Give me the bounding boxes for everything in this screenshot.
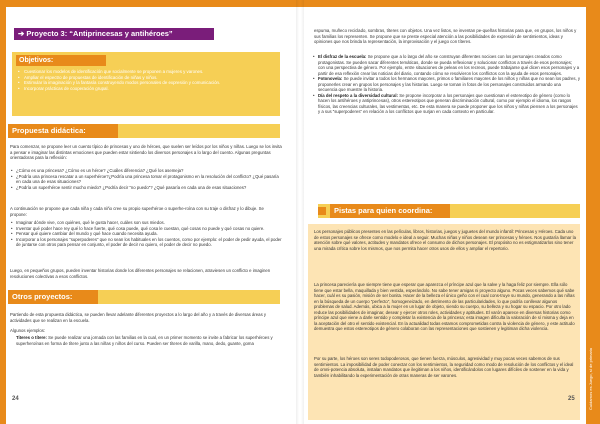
book-gutter <box>296 0 304 424</box>
project-bullet <box>312 54 580 76</box>
bullet-text: Se propone que a lo largo del año se construyan diferentes nocioes con los personajes creados como protagonistas. Se pueden sacar diferentes temáticas, donde se pueda reflexionar y solucionar conflictos a través de esos personajes; con una perspectiva de género. Por ejemplo, entre situaciones de peleas en los recreos, puede trabajarse qué dicen esos personajes y a partir de esa reflexión crear las noticias del diario, contando cómo se resolvieron los conflictos con la ayuda de esos personajes. <box>318 54 580 76</box>
otros-proyectos-header: Otros proyectos: <box>8 290 98 304</box>
objective-item: • Cuestionar los modelos de identificación que socialmente se proponen a mujeres y varones. <box>18 69 274 75</box>
bullet-text: Se puede invitar a todos los hermanos mayores, primos o familiares mayores de los niños y niñas que no sean los padres, y proponerles crear en grupos los personajes y las historias. Luego se toman in fotos de los personajes construidos armando una secuencia que muestre la historia. <box>318 76 581 92</box>
step-item: • Incorporar a los personajes “superpoderes” que no sean los habituales en los cuentos, como por ejemplo: el poder de pedir ayuda, el poder de juntarse con otros para pensar en conjunto, el poder de decir no quiero, el poder de decir no puedo. <box>10 237 282 248</box>
example-paragraph <box>16 335 282 346</box>
objectives-list <box>18 69 274 91</box>
reflection-questions <box>10 168 282 190</box>
step-item: • Imaginar dónde vive, con quiénes, qué le gusta hacer, cuáles son sus miedos. <box>10 220 282 226</box>
propuesta-continuation: A continuación se propone que cada niña y cada niño cree su propio superhéroe o superhe-roína con su traje o disfraz y lo dibuje. Se propone: <box>10 206 264 217</box>
example-text: Se puede realizar una jornada con las familias en la cual, en un primer momento se invite a fabricar los superhéroes y superheroínas en forma de títere junto a las niñas y niños del curso. Pueden ser títeres de varilla, mano, dedo, guante, goma <box>16 335 273 346</box>
top-bar <box>300 0 600 7</box>
pistas-paragraph-1: Los personajes públicos presentes en las películas, libros, historias, juegos y juguetes del mundo infantil: Princesas y Héroes. Cada uno de estos personajes se ofrece como modelo e ideal a seguir. Muchas niñas y niños desean ser princesas y héroes. Nos gustaría llamar la atención sobre qué valores, actitudes y mandatos ofrece el consumo de dichos personajes. El propósito no es estigmatizarlos sino tener una mirada crítica sobre los mismos, que nos permita hacer otros usos de ellos y ampliar el repertorio. <box>314 229 577 251</box>
objective-item: • Incorporar prácticas de cooperación grupal. <box>18 86 274 92</box>
otros-intro: Partiendo de esta propuesta didáctica, se pueden llevar adelante diferentes proyectos a lo largo del año y a través de diversas áreas y actividades que se realizan en la escuela. <box>10 312 267 323</box>
project-bullets <box>312 54 580 115</box>
project-title-banner: ➔ Proyecto 3: “Antiprincesas y antihéroes” <box>14 28 214 40</box>
question-item: • ¿Podría un superhéroe sentir mucho miedo? ¿Podría decir “no puedo”? ¿Qué pasaría en cada una de esas situaciones? <box>10 185 282 191</box>
right-page <box>300 0 600 424</box>
question-item: • ¿Podría una princesa rescatar a un superhéroe?¿Podría una princesa tomar el protagonismo en la resolución del conflicto? ¿Qué pasaría en cada una de esas situaciones? <box>10 174 282 185</box>
objective-item: • Estimular la imaginación y la fantasía construyendo modos personales de expresión y comunicación. <box>18 80 274 86</box>
creation-steps <box>10 220 282 248</box>
bullet-head: Día del respeto a la diversidad cultural: <box>318 92 398 98</box>
continuation-paragraph: espuma, muñeco reciclado, sombras, títeres con objetos. Una vez listos, se inventan pe-queñas historias para que, en grupos, los niños y sus familias los representen. Se propone que se preste especial atención a las posibilidades de expresión de sentimientos, ideas y opiniones que nos brinda la representación, la improvisación y el juego con títeres. <box>314 28 577 44</box>
otros-header-tab <box>98 290 280 304</box>
bullet-head: Fotonovela: <box>318 76 343 81</box>
example-title: Titeres o títere: <box>16 335 47 340</box>
objective-item: • Ampliar el espectro de propuestas de identificación de niñas y niños. <box>18 75 274 81</box>
propuesta-closing: Luego, en pequeños grupos, pueden inventar historias donde los diferentes personajes se relacionen, atraviesen un conflicto e imaginen resoluciones colectivas a esos conflictos. <box>10 268 271 279</box>
top-bar <box>0 0 300 7</box>
question-item: • ¿Cómo es una princesa? ¿Cómo es un héroe? ¿Cuáles diferencia? ¿Qué los asemeja? <box>10 168 282 174</box>
propuesta-header-tab <box>118 124 280 138</box>
page-number-right: 25 <box>568 396 575 402</box>
pistas-marker <box>318 207 326 215</box>
left-sidebar-stripe <box>0 0 6 424</box>
step-item: • Pensar qué quiere cambiar del mundo y qué hace cuando necesita ayuda. <box>10 231 282 237</box>
project-bullet <box>312 76 580 93</box>
step-item: • Inventar qué poder hace rey qué lo hace fuerte, qué cosa puede, qué cosa le cuestan, qué cosas no puede y qué cosas no quiere. <box>10 226 282 232</box>
examples-label: Algunos ejemplos: <box>10 328 46 333</box>
bullet-text: Se propone incorporar a los personajes que cuestionan el estereotipo de género (como lo hacen los antihéroes y antiprincesas), otros estereotipos que generan discriminación cultural, como por ejemplo el idioma, los rasgos físicos, las creencias culturales, las vestimentas, etc. De esta manera se puede proponer que los niños y niñas piensen a los personajes y a sus “superpoderes” en relación a los conflictos que surjan en cada contexto en particular. <box>318 92 578 114</box>
propuesta-header: Propuesta didáctica: <box>8 124 118 138</box>
project-bullet <box>312 93 580 115</box>
page-number-left: 24 <box>12 396 19 402</box>
pistas-paragraph-2: La princesa pareciería que siempre tiene que esperar que aparezca el príncipe azul que la salve y la haga feliz por siempre. Ella sólo tiene que estar bella, maquillada y bien vestida, esperándolo. No sabe tener amigas ni proyecto alguno. Pocas veces sabemos qué sabe hacer, cuál es su pasión, misión de ser bonita. Hacer de la belleza el único geño con el cual cons-truye su mundo, generando a las niñas en la búsqueda de un cuerpo “perfecto”, homogeneizado, en detrimento de las particularidades, lo que podría conllevar algunos problemas de salud. Además, ubica a la mujer en un lugar de objeto, siendo su cuerpo, su belleza y su hogar su espacio. Por otro lado reduce las posibilidades de imaginar, desear y ejercer otros roles, actividades y aptitudes. El varón aparece en diversas historias como príncipe azul que viene a darle sentido y completar la existencia de la princesa; esta imagen dificulta la valoración de sí misma y deja en la aceptación del otro el sentido existencial. En la actualidad todas estamos comprometidas contra la violencia de género, y este actitudo demuestra que estos estereotipos de género colaboran con las representaciones que sostienen y legitiman dicha violencia. <box>314 282 575 331</box>
pistas-header: Pistas para quien coordina: <box>330 204 450 218</box>
pistas-paragraph-3: Por su parte, los héroes son seres todopoderosos, que tienen fuerza, músculos, agresividad y muy pocas veces sabemos de sus sentimientos. La imposibilidad de poder conectar con los sentimientos, la seguridad como modo de resolución de los conflictos y el ideal de omni-potencia absoluta, instalan mandatos que ilegitiman a los niños, identificándolos con lugares difíciles de sostener en la vida y también inhabilitando la experimentación de otras maneras de ser varones. <box>314 356 574 378</box>
side-label: Cuidarnos es Juego, sí de primaria <box>588 347 593 410</box>
objectives-title: Objetivos: <box>16 55 106 66</box>
bullet-head: El disfraz de la escuela: <box>318 54 367 59</box>
propuesta-intro: Para comenzar, se propone leer un cuento típico de princesas y uno de héroes, que suelen ser leídos por los niños y niñas. Luego se los invita a pensar e imaginar las distintas emociones que pueden estar sintiendo los diversos personajes a lo largo del cuento. Algunas preguntas orientadoras para la reflexión: <box>10 144 282 160</box>
